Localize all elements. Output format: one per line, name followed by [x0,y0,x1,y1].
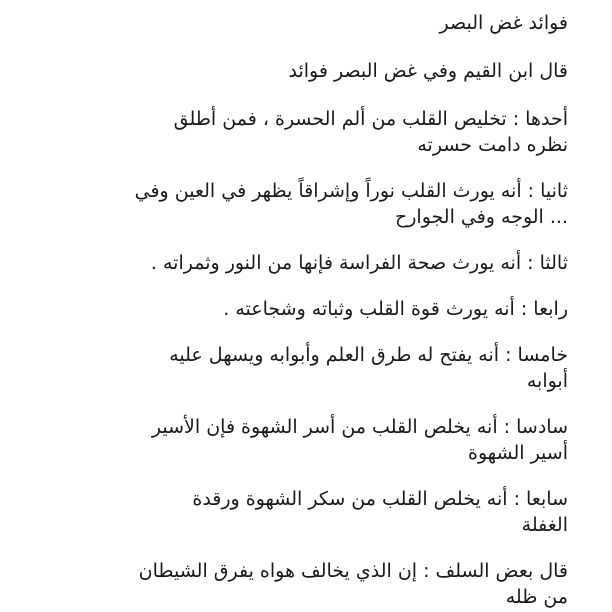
benefit-5-line-1: خامسا : أنه يفتح له طرق العلم وأبوابه ويسهل عليه [169,344,568,366]
benefit-1-line-2: نظره دامت حسرته [417,134,568,156]
benefit-2 [18,178,568,230]
page-title: فوائد غض البصر [439,12,568,34]
benefit-6-line-1: سادسا : أنه يخلص القلب من أسر الشهوة فإن الأسير [151,416,568,438]
benefit-7-line-1: سابعا : أنه يخلص القلب من سكر الشهوة ورقدة [192,488,568,510]
benefit-3 [18,250,568,276]
benefit-7 [18,486,568,538]
benefit-2-line-1: ثانيا : أنه يورث القلب نوراً وإشراقاً يظهر في العين وفي [134,180,568,202]
benefit-4-line-1: رابعا : أنه يورث قوة القلب وثباته وشجاعته . [223,298,568,320]
benefit-7-line-2: الغفلة [521,514,568,536]
benefit-4 [18,296,568,322]
salaf-quote [18,558,568,610]
salaf-quote-line-2: من ظله [505,586,568,608]
benefit-6-line-2: أسير الشهوة [467,442,568,464]
benefit-6 [18,414,568,466]
benefit-3-line-1: ثالثا : أنه يورث صحة الفراسة فإنها من النور وثمراته . [150,252,568,274]
benefit-5 [18,342,568,394]
benefit-2-line-2: ... الوجه وفي الجوارح [394,206,568,228]
benefit-1-line-1: أحدها : تخليص القلب من ألم الحسرة ، فمن أطلق [173,108,568,130]
benefit-5-line-2: أبوابه [526,370,568,392]
benefit-1 [18,106,568,158]
salaf-quote-line-1: قال بعض السلف : إن الذي يخالف هواه يفرق الشيطان [138,560,568,582]
intro-line: قال ابن القيم وفي غض البصر فوائد [288,60,568,82]
